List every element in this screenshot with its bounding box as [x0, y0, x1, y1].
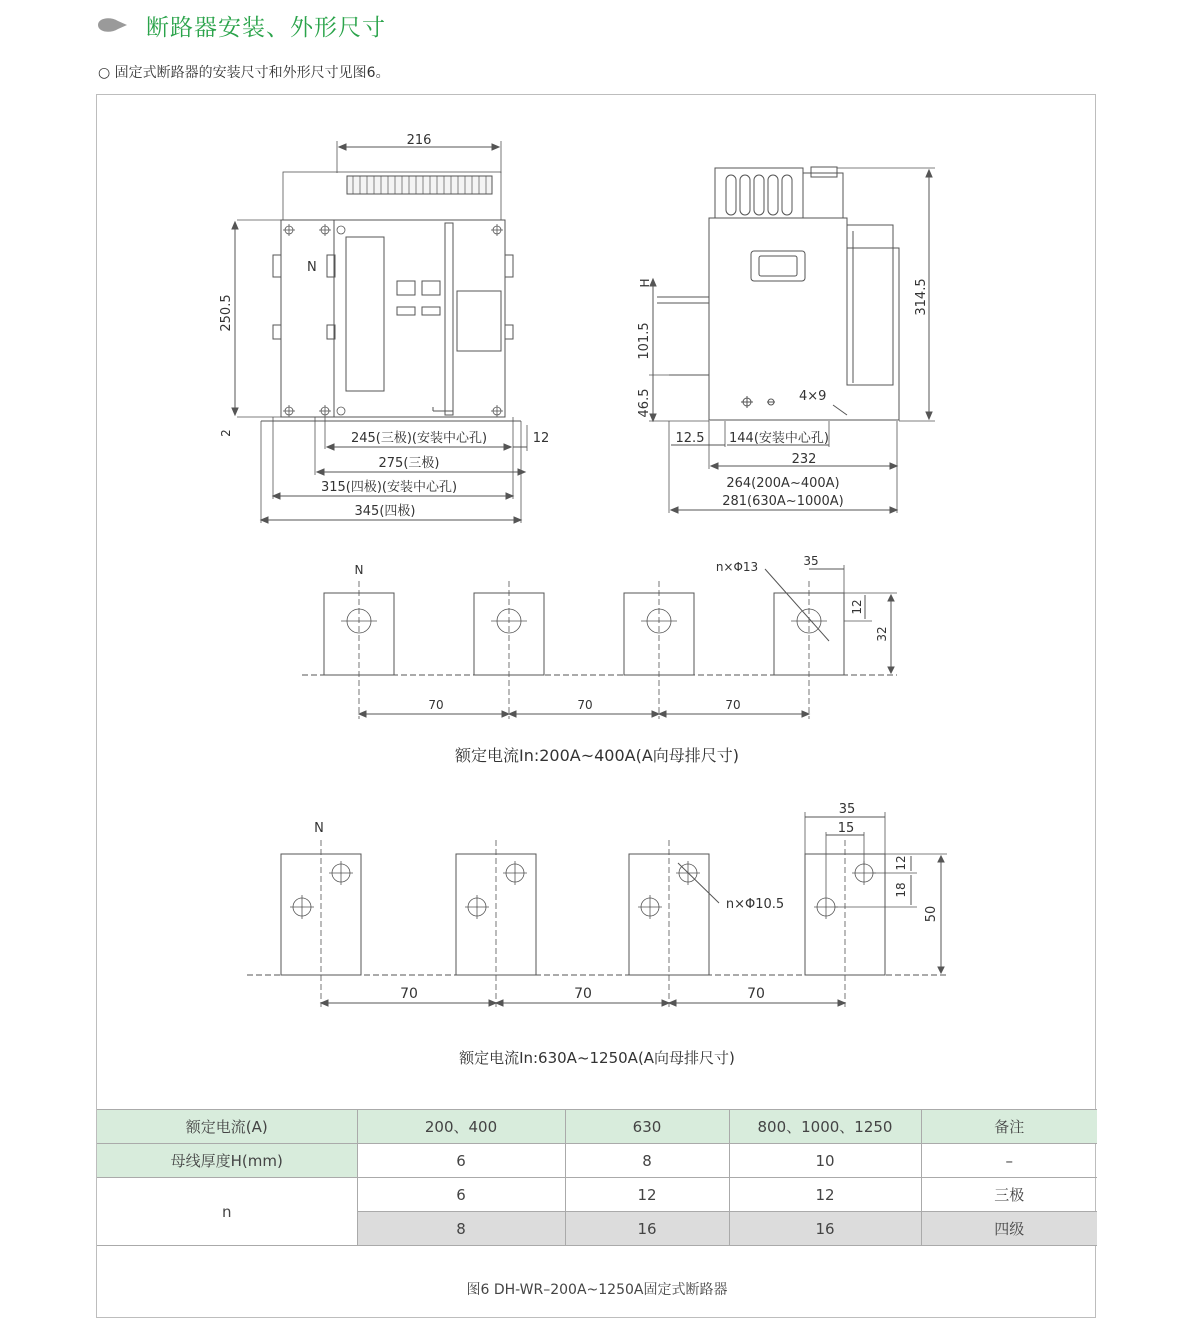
dim-46-5: 46.5: [637, 388, 652, 418]
spec-table: [97, 1109, 1097, 1246]
large-w35: 35: [838, 802, 856, 817]
large-busbar-caption: 额定电流In:630A~1250A(A向母排尺寸): [459, 1049, 735, 1067]
large-neutral-label: N: [314, 821, 324, 836]
figure-caption: 图6 DH-WR–200A~1250A固定式断路器: [466, 1282, 728, 1298]
side-view-drawing: [637, 167, 935, 513]
table-cell: 16: [729, 1212, 921, 1246]
busbar-small-drawing: [302, 554, 897, 765]
large-w15: 15: [837, 821, 855, 836]
table-cell: 6: [357, 1178, 565, 1212]
large-pitch-2: 70: [574, 986, 592, 1002]
dim-4x9: 4×9: [799, 389, 827, 404]
table-cell: –: [921, 1144, 1097, 1178]
small-pitch-1: 70: [428, 698, 444, 712]
large-d50: 50: [924, 905, 939, 923]
figure-panel: [96, 94, 1096, 1318]
table-row: [97, 1144, 1097, 1178]
dim-h: H: [638, 278, 652, 288]
dim-12-5: 12.5: [675, 431, 705, 446]
dim-264: 264(200A~400A): [726, 476, 840, 491]
front-view-drawing: [219, 133, 549, 523]
dim-2: 2: [219, 429, 233, 437]
table-cell: 8: [357, 1212, 565, 1246]
table-cell: 四级: [921, 1212, 1097, 1246]
table-cell: 备注: [921, 1110, 1097, 1144]
table-cell: 16: [565, 1212, 729, 1246]
small-w35: 35: [803, 554, 819, 568]
small-pitch-3: 70: [725, 698, 741, 712]
dim-101-5: 101.5: [637, 322, 652, 360]
section-title: 断路器安装、外形尺寸: [146, 14, 386, 41]
front-neutral-label: N: [307, 260, 317, 275]
table-cell: 母线厚度H(mm): [97, 1144, 357, 1178]
large-pitch-3: 70: [747, 986, 765, 1002]
dim-281: 281(630A~1000A): [722, 494, 844, 509]
busbar-large-drawing: [247, 802, 947, 1067]
table-cell: 12: [729, 1178, 921, 1212]
dim-250-5: 250.5: [219, 294, 234, 332]
table-cell: 10: [729, 1144, 921, 1178]
dim-275: 275(三极): [378, 456, 440, 471]
table-cell: 800、1000、1250: [729, 1110, 921, 1144]
table-cell: 200、400: [357, 1110, 565, 1144]
table-cell: 12: [565, 1178, 729, 1212]
small-d32: 32: [875, 626, 889, 642]
table-cell: 8: [565, 1144, 729, 1178]
section-header: [96, 8, 386, 42]
dim-314-5: 314.5: [914, 278, 929, 316]
dim-245: 245(三极)(安装中心孔): [350, 431, 488, 446]
table-cell: 三极: [921, 1178, 1097, 1212]
large-d12: 12: [894, 855, 908, 871]
dim-216: 216: [406, 133, 432, 148]
table-cell: 630: [565, 1110, 729, 1144]
intro-text: ○ 固定式断路器的安装尺寸和外形尺寸见图6。: [98, 65, 390, 81]
dim-345: 345(四极): [354, 504, 416, 519]
dim-232: 232: [791, 452, 817, 467]
dim-315: 315(四极)(安装中心孔): [320, 480, 458, 495]
small-neutral-label: N: [354, 563, 364, 577]
dimension-drawings: [97, 95, 1097, 1105]
table-cell: 额定电流(A): [97, 1110, 357, 1144]
large-d18: 18: [894, 882, 908, 898]
small-hole-label: n×Φ13: [715, 560, 759, 574]
small-busbar-caption: 额定电流In:200A~400A(A向母排尺寸): [454, 746, 740, 765]
table-row: [97, 1110, 1097, 1144]
leaf-bullet-icon: [96, 15, 128, 35]
table-cell: n: [97, 1178, 357, 1246]
large-pitch-1: 70: [400, 986, 418, 1002]
dim-144: 144(安装中心孔): [729, 431, 829, 446]
small-d12: 12: [850, 599, 864, 615]
large-hole-label: n×Φ10.5: [725, 897, 785, 912]
small-pitch-2: 70: [577, 698, 593, 712]
table-cell: 6: [357, 1144, 565, 1178]
dim-12: 12: [532, 431, 550, 446]
table-row: [97, 1178, 1097, 1212]
